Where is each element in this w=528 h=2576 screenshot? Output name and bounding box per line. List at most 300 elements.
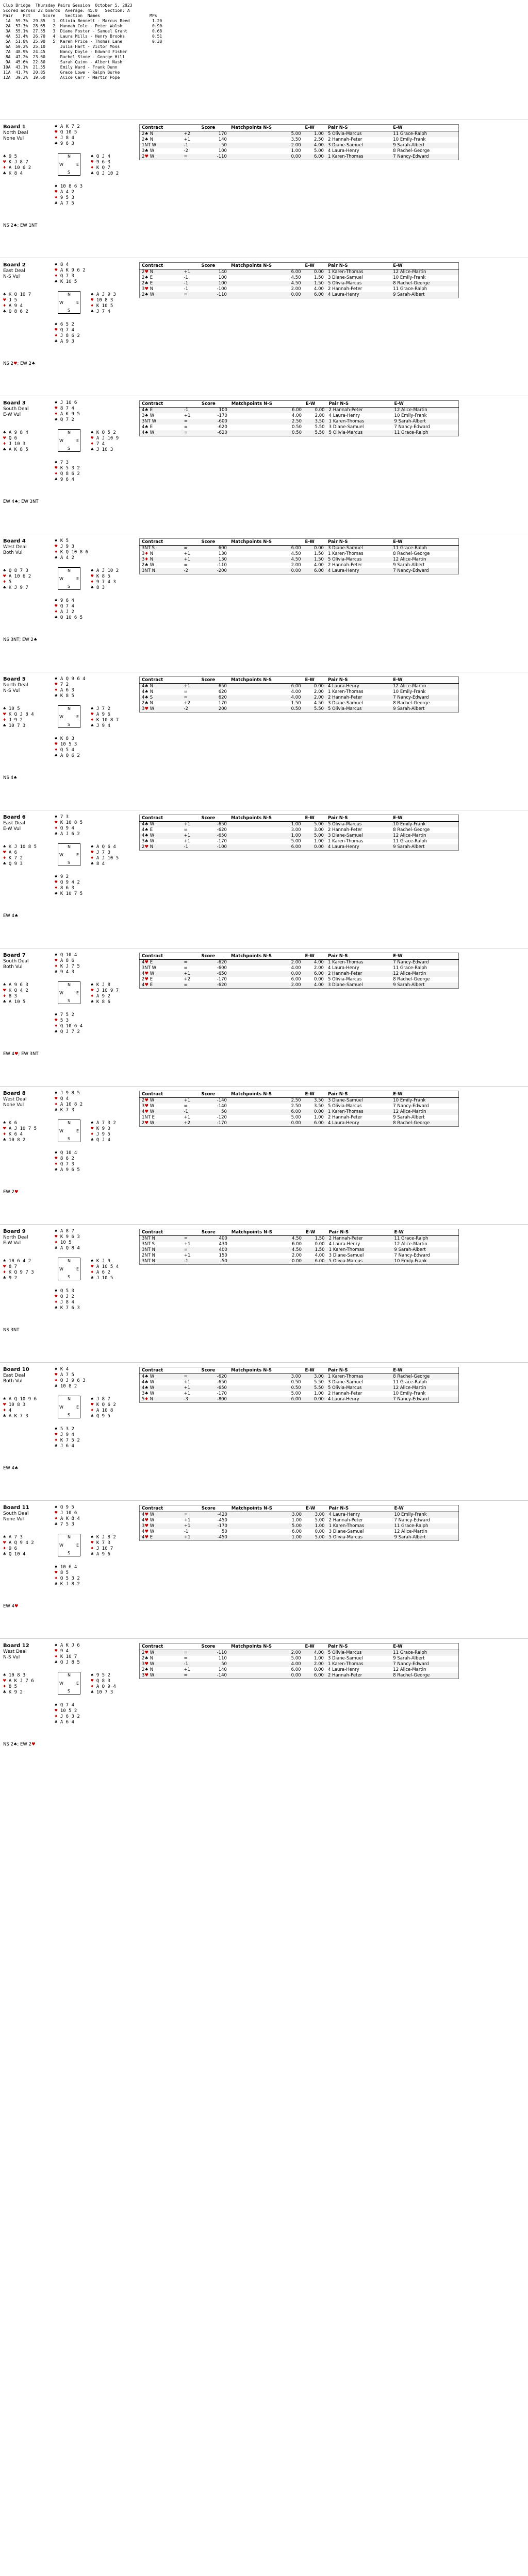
cell-np: 2 Hannah-Peter [327, 827, 362, 833]
board-title: Board 7 [3, 953, 26, 958]
vulnerability-label: None Vul [3, 136, 24, 141]
table-row [140, 1380, 459, 1385]
cell-contract: 2♠ E [142, 275, 153, 280]
cell-contract: 4♠ N [142, 689, 154, 694]
cell-ew: 1.50 [304, 1236, 327, 1242]
compass-e: E [76, 438, 79, 443]
cell-by: = [182, 292, 199, 298]
cell-by: +1 [182, 971, 199, 977]
column-header: Matchpoints N-S [229, 953, 303, 960]
cell-np: 1 Karen-Thomas [327, 839, 364, 844]
cell-np: 1 Karen-Thomas [327, 551, 364, 556]
table-row [140, 827, 459, 833]
column-header: Pair N-S [326, 1643, 391, 1650]
cell-contract: 2♠ N [142, 1667, 154, 1672]
cell-ns: 0.00 [229, 971, 303, 977]
west-hand: ♠ 10 5 ♥ K Q J 8 4 ♦ J 9 2 ♣ 10 7 3 [3, 706, 34, 728]
column-header: E-W [303, 677, 326, 684]
cell-contract: 2♠ E [140, 281, 182, 286]
cell-np: 3 Diane-Samuel [326, 833, 391, 839]
cell-ns: 2.50 [291, 1104, 301, 1109]
table-row [140, 568, 459, 574]
column-header [182, 677, 199, 684]
cell-ew: 6.00 [303, 1673, 326, 1679]
cell-ew: 4.00 [314, 563, 324, 568]
cell-contract: 2♥ N [140, 844, 182, 851]
cell-np: 2 Hannah-Peter [327, 408, 392, 414]
board-1 [0, 120, 528, 258]
cell-score: 400 [200, 1236, 229, 1242]
cell-ep: 11 Grace-Ralph [392, 430, 459, 436]
compass-w: W [59, 300, 63, 305]
compass-box [58, 1120, 80, 1142]
cell-score: 650 [199, 684, 229, 690]
cell-ep: 12 Alice-Martin [391, 269, 458, 276]
cell-contract: 2♠ N [142, 701, 154, 706]
traveller-table [139, 1505, 459, 1541]
table-row [140, 839, 459, 844]
board-title: Board 4 [3, 538, 26, 544]
table-row [140, 1397, 459, 1403]
cell-np: 3 Diane-Samuel [328, 425, 364, 430]
cell-score: -140 [217, 1104, 227, 1109]
cell-ep: 8 Rachel-George [391, 1121, 458, 1127]
cell-np: 5 Olivia-Marcus [326, 822, 391, 828]
cell-contract: 1NT E [142, 1115, 155, 1120]
cell-ns: 1.00 [291, 148, 301, 154]
cell-np: 2 Hannah-Peter [327, 1115, 362, 1120]
cell-ew: 0.00 [303, 269, 326, 276]
column-header: E-W [304, 1505, 327, 1512]
cell-ns: 0.00 [229, 568, 303, 574]
cell-contract: 3NT W [142, 965, 157, 971]
cell-by: = [184, 1656, 188, 1661]
column-header: Matchpoints N-S [229, 1505, 304, 1512]
column-header: Pair N-S [327, 401, 392, 408]
north-hand: ♠ J 9 8 5 ♥ Q 4 ♦ A 10 8 2 ♣ K 7 3 [55, 1091, 83, 1113]
cell-ep: 12 Alice-Martin [391, 1385, 458, 1391]
compass-e: E [76, 1267, 79, 1272]
table-row [140, 286, 459, 292]
cell-score: -650 [199, 822, 229, 828]
cell-ep: 12 Alice-Martin [391, 684, 458, 690]
cell-np: 5 Olivia-Marcus [326, 706, 391, 713]
cell-contract: 4♠ W [140, 833, 182, 839]
table-row [140, 1374, 459, 1380]
cell-score: 600 [199, 546, 229, 552]
cell-np: 5 Olivia-Marcus [326, 281, 391, 286]
table-row [140, 137, 459, 143]
compass-n: N [68, 154, 71, 159]
column-header: Pair N-S [327, 1505, 392, 1512]
cell-np: 4 Laura-Henry [327, 148, 359, 154]
column-header: E-W [304, 401, 327, 408]
cell-score: 430 [219, 1242, 227, 1247]
table-row [140, 148, 459, 154]
cell-score: -170 [200, 1523, 229, 1529]
east-hand: ♠ J 7 2 ♥ A 9 6 ♦ K 10 8 7 ♣ J 9 4 [91, 706, 119, 728]
cell-np: 2 Hannah-Peter [326, 695, 391, 701]
cell-np: 5 Olivia-Marcus [327, 977, 362, 982]
table-row [140, 413, 459, 419]
board-heading [3, 262, 39, 280]
board-6 [0, 810, 528, 948]
compass-s: S [68, 722, 71, 727]
west-hand: ♠ A Q 10 9 6 ♥ 10 8 3 ♦ 4 ♣ A K 7 3 [3, 1397, 37, 1419]
west-hand: ♠ 10 8 3 ♥ A K J 7 6 ♦ 8 5 ♣ K 9 2 [3, 1673, 34, 1695]
cell-contract: 3♣ W [142, 148, 155, 154]
cell-np: 4 Laura-Henry [326, 292, 391, 298]
column-header: Pair N-S [326, 677, 391, 684]
cell-ep: 12 Alice-Martin [391, 833, 458, 839]
board-heading [3, 676, 39, 694]
dealer-label: South Deal [3, 1511, 29, 1516]
cell-ep: 7 Nancy-Edward [391, 1662, 458, 1667]
hand-diagram [3, 262, 132, 355]
traveller-table [139, 953, 459, 989]
compass-n: N [68, 1259, 71, 1263]
north-hand: ♠ A 8 7 ♥ K 9 6 3 ♦ 10 5 ♣ A Q 8 4 [55, 1229, 80, 1251]
cell-ns: 0.00 [229, 1121, 303, 1127]
table-row [140, 557, 459, 563]
cell-contract: 4♥ E [140, 982, 182, 989]
column-header: Score [199, 1367, 229, 1374]
dealer-label: South Deal [3, 959, 29, 964]
north-hand: ♠ A K J 6 ♥ 9 4 ♦ K 10 7 ♣ Q J 8 5 [55, 1643, 80, 1665]
cell-by: = [182, 695, 199, 701]
column-header: E-W [304, 1229, 327, 1236]
compass-s: S [68, 1413, 71, 1417]
cell-score: -140 [199, 1098, 229, 1104]
cell-by: -2 [184, 148, 188, 154]
column-header: E-W [303, 953, 326, 960]
south-hand: ♠ Q 5 3 ♥ Q J 2 ♦ J 8 4 ♣ K 7 6 3 [55, 1289, 80, 1311]
cell-ew: 1.00 [314, 839, 324, 844]
cell-ew: 0.00 [303, 1109, 326, 1115]
cell-np: 5 Olivia-Marcus [326, 1650, 391, 1656]
table-row [140, 1098, 459, 1104]
compass-w: W [59, 715, 63, 719]
cell-ep: 12 Alice-Martin [391, 1109, 458, 1115]
cell-score: -600 [217, 965, 227, 971]
hand-diagram [3, 676, 132, 769]
cell-by: +1 [182, 557, 199, 563]
cell-score: 110 [218, 1656, 227, 1661]
cell-ns: 4.00 [292, 413, 302, 418]
board-heading [3, 400, 39, 418]
column-header: Matchpoints N-S [229, 1091, 303, 1098]
south-hand: ♠ 7 5 2 ♥ 5 3 ♦ Q 10 6 4 ♣ Q J 7 2 [55, 1012, 83, 1035]
cell-ew: 1.50 [303, 557, 326, 563]
board-title: Board 12 [3, 1643, 29, 1649]
west-hand: ♠ 10 6 4 2 ♥ 8 7 ♦ K Q 9 7 3 ♣ 9 2 [3, 1259, 34, 1281]
cell-ew: 0.00 [303, 546, 326, 552]
cell-np: 4 Laura-Henry [328, 1242, 360, 1247]
column-header: E-W [391, 539, 458, 546]
cell-by: +1 [184, 137, 191, 142]
compass-e: E [76, 300, 79, 305]
cell-ep: 9 Sarah-Albert [392, 419, 459, 425]
cell-ew: 0.00 [303, 684, 326, 690]
east-hand: ♠ K J 9 ♥ A 10 5 4 ♦ A 6 2 ♣ J 10 5 [91, 1259, 119, 1281]
cell-ep: 9 Sarah-Albert [393, 1115, 425, 1120]
cell-by: = [182, 546, 199, 552]
column-header: E-W [392, 401, 459, 408]
cell-ep: 8 Rachel-George [393, 827, 430, 833]
cell-by: +1 [184, 1391, 191, 1396]
column-header: Matchpoints N-S [229, 539, 303, 546]
south-hand: ♠ 10 8 6 3 ♥ A 4 2 ♦ 9 5 3 ♣ A 7 5 [55, 184, 83, 206]
column-header: Matchpoints N-S [229, 125, 303, 131]
cell-ns: 6.00 [229, 269, 303, 276]
cell-contract: 2♠ N [142, 137, 154, 142]
cell-contract: 2♥ E [142, 977, 153, 982]
cell-score: -170 [199, 1121, 229, 1127]
cell-contract: 2♠ N [140, 131, 182, 138]
column-header: E-W [391, 1643, 458, 1650]
cell-ep: 9 Sarah-Albert [391, 844, 458, 851]
cell-score: -650 [199, 833, 229, 839]
board-title: Board 8 [3, 1091, 26, 1096]
cell-ns: 6.00 [291, 977, 301, 982]
cell-by: +1 [184, 413, 191, 418]
traveller-table [139, 1229, 459, 1265]
traveller-table [139, 1091, 459, 1127]
cell-ep: 11 Grace-Ralph [391, 546, 458, 552]
cell-score: -50 [200, 1259, 229, 1265]
cell-ep: 10 Emily-Frank [393, 689, 426, 694]
table-row [140, 1391, 459, 1397]
compass-box [58, 291, 80, 314]
cell-ep: 9 Sarah-Albert [391, 143, 458, 148]
column-header: E-W [303, 1367, 326, 1374]
board-heading [3, 1367, 39, 1384]
vulnerability-label: E-W Vul [3, 1241, 21, 1246]
cell-ep: 8 Rachel-George [391, 1673, 458, 1679]
table-row [140, 1656, 459, 1662]
cell-score: 100 [200, 408, 229, 414]
cell-by: +1 [184, 1518, 191, 1523]
vulnerability-label: N-S Vul [3, 688, 20, 693]
cell-by: = [184, 827, 188, 833]
cell-ew: 5.00 [303, 822, 326, 828]
table-row [140, 154, 459, 160]
cell-contract: 4♥ W [142, 1518, 155, 1523]
cell-by: -2 [182, 568, 199, 574]
cell-contract: 4♠ W [142, 1380, 155, 1385]
cell-ns: 0.00 [229, 292, 303, 298]
par-contracts: NS 4♠ [3, 775, 18, 781]
column-header: Contract [140, 401, 182, 408]
cell-score: 140 [218, 1667, 227, 1672]
cell-ns: 4.50 [291, 275, 301, 280]
table-row [140, 275, 459, 281]
cell-np: 3 Diane-Samuel [326, 982, 391, 989]
cell-np: 2 Hannah-Peter [327, 563, 362, 568]
cell-ew: 3.00 [304, 1512, 327, 1518]
cell-ep: 10 Emily-Frank [394, 413, 427, 418]
column-header: Pair N-S [326, 125, 391, 131]
cell-ep: 10 Emily-Frank [392, 1512, 459, 1518]
cell-contract: 2♥ W [140, 1121, 182, 1127]
cell-ew: 3.00 [314, 827, 324, 833]
dealer-label: East Deal [3, 821, 25, 826]
cell-ep: 11 Grace-Ralph [393, 1380, 427, 1385]
cell-score: -170 [217, 1391, 227, 1396]
compass-box [58, 429, 80, 452]
board-8 [0, 1086, 528, 1224]
board-heading [3, 124, 39, 142]
cell-contract: 4♥ W [140, 1109, 182, 1115]
compass-s: S [68, 170, 71, 175]
cell-np: 2 Hannah-Peter [327, 1391, 362, 1396]
cell-ns: 5.00 [291, 1656, 301, 1661]
column-header [182, 1229, 200, 1236]
column-header: E-W [391, 1367, 458, 1374]
cell-np: 1 Karen-Thomas [326, 269, 391, 276]
cell-contract: 3♦ N [142, 551, 154, 556]
table-row [140, 1236, 459, 1242]
cell-ep: 11 Grace-Ralph [393, 286, 427, 292]
column-header: Pair N-S [326, 1367, 391, 1374]
column-header: Matchpoints N-S [229, 263, 303, 269]
table-row [140, 1523, 459, 1529]
cell-ns: 1.00 [292, 1518, 302, 1523]
cell-ew: 5.50 [303, 706, 326, 713]
cell-ew: 5.50 [315, 425, 325, 430]
table-row [140, 1662, 459, 1667]
table-row [140, 982, 459, 989]
cell-contract: 4♥ W [140, 971, 182, 977]
cell-ep: 9 Sarah-Albert [392, 1535, 459, 1541]
cell-ns: 6.00 [229, 684, 303, 690]
cell-by: +1 [184, 1115, 191, 1120]
board-heading [3, 1643, 39, 1660]
south-hand: ♠ 10 6 4 ♥ 8 5 ♦ Q 5 3 2 ♣ K J 8 2 [55, 1565, 80, 1587]
cell-np: 4 Laura-Henry [327, 1667, 359, 1672]
column-header: Score [200, 401, 229, 408]
column-header: Score [199, 1643, 229, 1650]
table-row [140, 430, 459, 436]
cell-score: 620 [218, 689, 227, 694]
cell-np: 3 Diane-Samuel [327, 1656, 363, 1661]
compass-box [58, 567, 80, 590]
cell-np: 4 Laura-Henry [326, 844, 391, 851]
board-title: Board 10 [3, 1367, 29, 1372]
compass-s: S [68, 1689, 71, 1693]
table-row [140, 281, 459, 286]
south-hand: ♠ K 8 3 ♥ 10 5 3 ♦ Q 5 4 ♣ A Q 6 2 [55, 736, 80, 758]
cell-by: = [184, 563, 188, 568]
cell-score: -620 [217, 425, 227, 430]
column-header: Score [199, 1091, 229, 1098]
west-hand: ♠ A 7 3 ♥ A Q 9 4 2 ♦ 9 6 ♣ Q 10 4 [3, 1535, 34, 1557]
cell-ns: 1.00 [229, 833, 303, 839]
cell-np: 2 Hannah-Peter [328, 1518, 363, 1523]
column-header: Matchpoints N-S [229, 815, 303, 822]
cell-np: 4 Laura-Henry [326, 1397, 391, 1403]
cell-ew: 5.50 [303, 1385, 326, 1391]
cell-ew: 0.00 [315, 1529, 325, 1534]
cell-score: 200 [199, 706, 229, 713]
column-header [182, 815, 199, 822]
cell-score: 170 [218, 701, 227, 706]
cell-score: 150 [219, 1253, 227, 1258]
cell-ns: 2.50 [229, 419, 304, 425]
west-hand: ♠ K 6 ♥ A J 10 7 5 ♦ K 6 4 ♣ 10 8 2 [3, 1121, 37, 1143]
cell-ep: 11 Grace-Ralph [393, 839, 427, 844]
board-heading [3, 1229, 39, 1246]
cell-by: +1 [182, 1535, 200, 1541]
cell-ew: 5.50 [314, 1380, 324, 1385]
cell-score: -110 [217, 563, 227, 568]
cell-ew: 5.00 [304, 1535, 327, 1541]
east-hand: ♠ A J 10 2 ♥ K 8 5 ♦ 9 7 4 3 ♣ 8 3 [91, 568, 119, 590]
cell-ew: 0.00 [314, 1667, 324, 1672]
cell-contract: 3♠ W [142, 413, 155, 418]
cell-by: = [182, 430, 200, 436]
cell-ep: 10 Emily-Frank [392, 1259, 459, 1265]
cell-ns: 3.00 [229, 1374, 303, 1380]
par-contracts: EW 4♥; EW 3NT [3, 1052, 39, 1057]
table-row [140, 1259, 459, 1265]
column-header: Contract [140, 953, 182, 960]
table-row [140, 960, 459, 966]
cell-ew: 5.00 [314, 148, 324, 154]
cell-contract: 3NT W [140, 419, 182, 425]
west-hand: ♠ K Q 10 7 ♥ J 5 ♦ A 9 4 ♣ Q 8 6 2 [3, 292, 31, 314]
board-title: Board 9 [3, 1229, 26, 1234]
column-header: Pair N-S [326, 539, 391, 546]
cell-ns: 5.00 [291, 1115, 301, 1120]
cell-score: -620 [199, 982, 229, 989]
cell-ns: 6.00 [229, 1109, 303, 1115]
board-title: Board 2 [3, 262, 26, 268]
cell-score: 50 [199, 143, 229, 148]
board-3 [0, 396, 528, 534]
cell-ew: 0.00 [303, 844, 326, 851]
cell-score: -140 [199, 1673, 229, 1679]
table-row [140, 701, 459, 706]
cell-contract: 3♦ N [140, 557, 182, 563]
traveller-table [139, 1643, 459, 1679]
cell-ns: 6.00 [292, 1242, 302, 1247]
cell-ep: 7 Nancy-Edward [391, 568, 458, 574]
cell-by: = [182, 1247, 200, 1253]
cell-ew: 1.00 [304, 1523, 327, 1529]
traveller-table [139, 124, 459, 160]
column-header: E-W [391, 953, 458, 960]
par-contracts: EW 4♥ [3, 1604, 19, 1609]
compass-box [58, 1258, 80, 1280]
compass-w: W [59, 1681, 63, 1686]
cell-ep: 8 Rachel-George [391, 1374, 458, 1380]
cell-contract: 2♥ N [140, 269, 182, 276]
cell-ns: 4.50 [229, 281, 303, 286]
compass-e: E [76, 162, 79, 167]
cell-by: = [184, 689, 188, 694]
cell-ep: 12 Alice-Martin [391, 557, 458, 563]
cell-score: 50 [199, 1662, 229, 1667]
cell-ep: 9 Sarah-Albert [391, 982, 458, 989]
compass-s: S [68, 998, 71, 1003]
cell-by: = [184, 1104, 188, 1109]
north-hand: ♠ Q 9 5 ♥ J 10 6 ♦ A K 8 4 ♣ 7 5 3 [55, 1505, 80, 1527]
table-row [140, 706, 459, 713]
cell-score: -650 [199, 1385, 229, 1391]
cell-contract: 3NT N [140, 1236, 182, 1242]
table-row [140, 551, 459, 557]
